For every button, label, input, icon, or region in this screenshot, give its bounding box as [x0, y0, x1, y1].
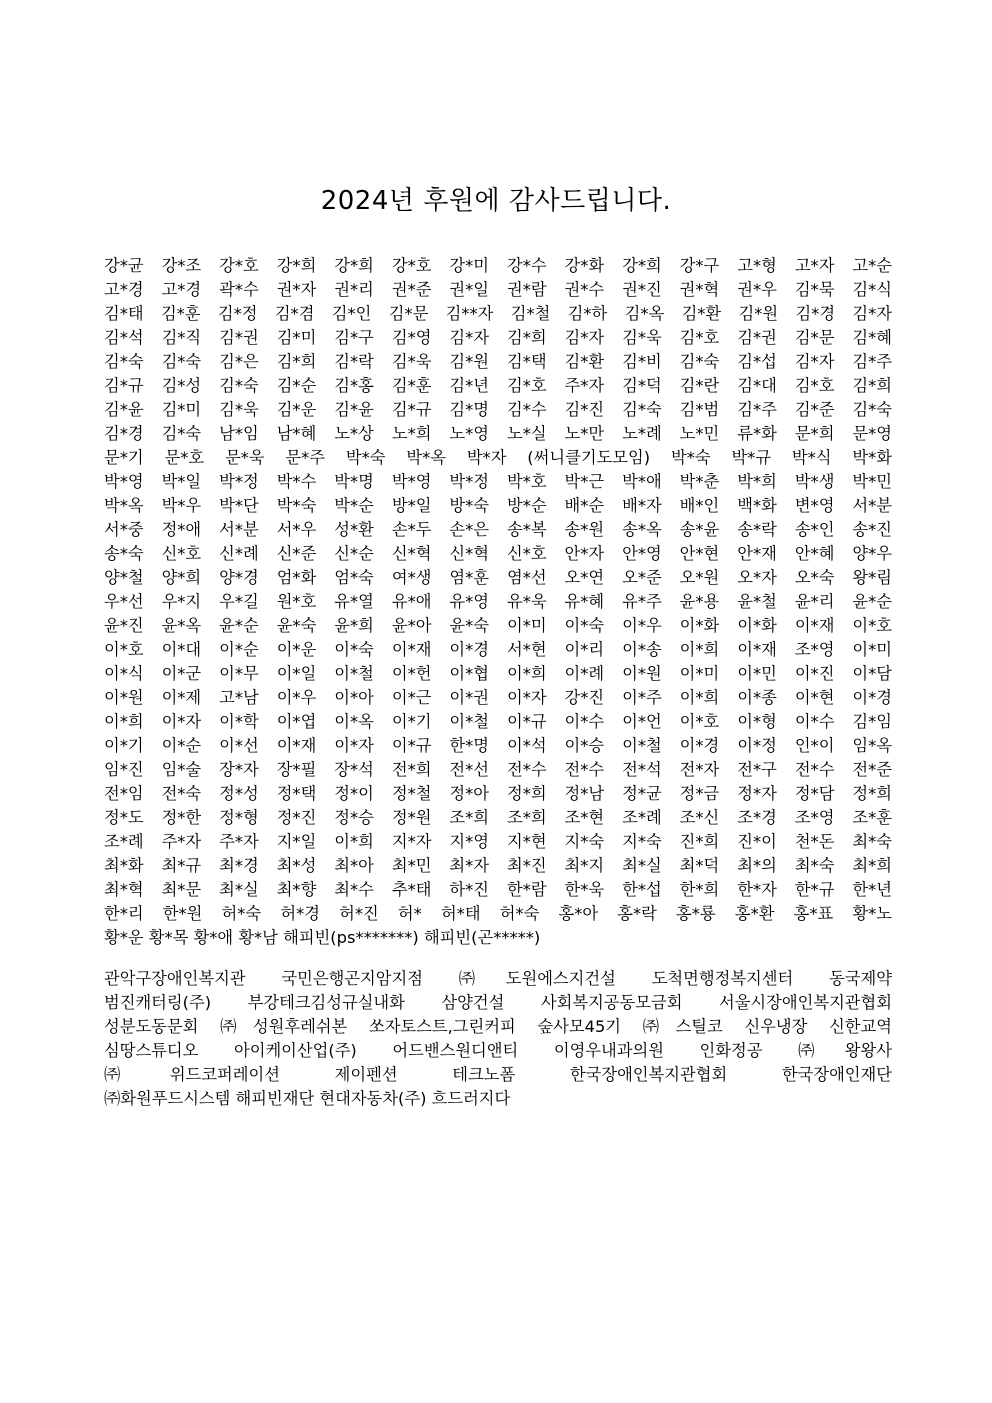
donor-line: 송*숙 신*호 신*례 신*준 신*순 신*혁 신*혁 신*호 안*자 안*영 안*현 안*재 안*혜 양*우 — [104, 544, 892, 563]
donor-line: 우*선 우*지 우*길 원*호 유*열 유*애 유*영 유*욱 유*혜 유*주 윤*용 윤*철 윤*리 윤*순 — [104, 592, 892, 611]
donor-line: 양*철 양*희 양*경 엄*화 엄*숙 여*생 염*훈 염*선 오*연 오*준 오*원 오*자 오*숙 왕*림 — [104, 568, 892, 587]
donor-line: 전*임 전*숙 정*성 정*택 정*이 정*철 정*아 정*희 정*남 정*균 정*금 정*자 정*담 정*희 — [104, 784, 892, 803]
individual-donor-list — [104, 254, 892, 950]
organization-line: 관악구장애인복지관 국민은행곤지암지점 ㈜도원에스지건설 도척면행정복지센터 동국제약 — [104, 969, 892, 988]
donor-line: 이*식 이*군 이*무 이*일 이*철 이*헌 이*협 이*희 이*례 이*원 이*미 이*민 이*진 이*담 — [104, 664, 892, 683]
organization-line: 심땅스튜디오 아이케이산업(주) 어드밴스원디앤티 이영우내과의원 인화정공 ㈜왕왕사 — [104, 1041, 892, 1060]
donor-line: 황*운 황*목 황*애 황*남 해피빈(ps*******) 해피빈(곤*****) — [104, 928, 541, 947]
donor-line: 김*경 김*숙 남*임 남*혜 노*상 노*희 노*영 노*실 노*만 노*례 노*민 류*화 문*희 문*영 — [104, 424, 892, 443]
donor-line: 김*석 김*직 김*권 김*미 김*구 김*영 김*자 김*희 김*자 김*욱 김*호 김*권 김*문 김*혜 — [104, 328, 892, 347]
organization-line: ㈜화원푸드시스템 해피빈재단 현대자동차(주) 흐드러지다 — [104, 1089, 511, 1108]
donor-line: 김*규 김*성 김*숙 김*순 김*홍 김*훈 김*년 김*호 주*자 김*덕 김*란 김*대 김*호 김*희 — [104, 376, 892, 395]
donor-line: 박*영 박*일 박*정 박*수 박*명 박*영 박*정 박*호 박*근 박*애 박*춘 박*희 박*생 박*민 — [104, 472, 892, 491]
donor-line: 임*진 임*술 장*자 장*필 장*석 전*희 전*선 전*수 전*수 전*석 전*자 전*구 전*수 전*준 — [104, 760, 892, 779]
donor-line: 최*혁 최*문 최*실 최*향 최*수 추*태 하*진 한*람 한*욱 한*섭 한*희 한*자 한*규 한*년 — [104, 880, 892, 899]
donor-line: 정*도 정*한 정*형 정*진 정*승 정*원 조*희 조*희 조*현 조*례 조*신 조*경 조*영 조*훈 — [104, 808, 892, 827]
page-title: 2024년 후원에 감사드립니다. — [320, 186, 672, 216]
donor-line: 조*례 주*자 주*자 지*일 이*희 지*자 지*영 지*현 지*숙 지*숙 진*희 진*이 천*돈 최*숙 — [104, 832, 892, 851]
donor-line: 윤*진 윤*옥 윤*순 윤*숙 윤*희 윤*아 윤*숙 이*미 이*숙 이*우 이*화 이*화 이*재 이*호 — [104, 616, 892, 635]
donor-line: 이*희 이*자 이*학 이*엽 이*옥 이*기 이*철 이*규 이*수 이*언 이*호 이*형 이*수 김*임 — [104, 712, 892, 731]
donor-line: 이*원 이*제 고*남 이*우 이*아 이*근 이*권 이*자 강*진 이*주 이*희 이*종 이*현 이*경 — [104, 688, 892, 707]
donor-line: 문*기 문*호 문*욱 문*주 박*숙 박*옥 박*자 (써니클기도모임) 박*숙 박*규 박*식 박*화 — [104, 448, 892, 467]
donor-line: 이*기 이*순 이*선 이*재 이*자 이*규 한*명 이*석 이*승 이*철 이*경 이*정 인*이 임*옥 — [104, 736, 892, 755]
donor-line: 김*태 김*훈 김*정 김*겸 김*인 김*문 김**자 김*철 김*하 김*옥 김*환 김*원 김*경 김*자 — [104, 304, 892, 323]
organization-donor-list — [104, 967, 892, 1111]
organization-line: 성분도동문회 ㈜성원후레쉬본 쏘자토스트,그린커피 숲사모45기 ㈜스틸코 신우냉장 신한교역 — [104, 1017, 892, 1036]
donor-line: 강*균 강*조 강*호 강*희 강*희 강*호 강*미 강*수 강*화 강*희 강*구 고*형 고*자 고*순 — [104, 256, 892, 275]
donor-line: 김*윤 김*미 김*욱 김*운 김*윤 김*규 김*명 김*수 김*진 김*숙 김*범 김*주 김*준 김*숙 — [104, 400, 892, 419]
donor-line: 최*화 최*규 최*경 최*성 최*아 최*민 최*자 최*진 최*지 최*실 최*덕 최*의 최*숙 최*희 — [104, 856, 892, 875]
donor-line: 한*리 한*원 허*숙 허*경 허*진 허* 허*태 허*숙 홍*아 홍*락 홍*룡 홍*환 홍*표 황*노 — [104, 904, 892, 923]
donor-line: 서*중 정*애 서*분 서*우 성*환 손*두 손*은 송*복 송*원 송*옥 송*윤 송*락 송*인 송*진 — [104, 520, 892, 539]
donor-line: 고*경 고*경 곽*수 권*자 권*리 권*준 권*일 권*람 권*수 권*진 권*혁 권*우 김*묵 김*식 — [104, 280, 892, 299]
donor-line: 이*호 이*대 이*순 이*운 이*숙 이*재 이*경 서*현 이*리 이*송 이*희 이*재 조*영 이*미 — [104, 640, 892, 659]
organization-line: ㈜위드코퍼레이션 제이펜션 테크노폼 한국장애인복지관협회 한국장애인재단 — [104, 1065, 892, 1084]
organization-line: 범진캐터링(주) 부강테크김성규실내화 삼양건설 사회복지공동모금회 서울시장애인복지관협회 — [104, 993, 892, 1012]
donor-line: 박*옥 박*우 박*단 박*숙 박*순 방*일 방*숙 방*순 배*순 배*자 배*인 백*화 변*영 서*분 — [104, 496, 892, 515]
donor-line: 김*숙 김*숙 김*은 김*희 김*락 김*욱 김*원 김*택 김*환 김*비 김*숙 김*섭 김*자 김*주 — [104, 352, 892, 371]
